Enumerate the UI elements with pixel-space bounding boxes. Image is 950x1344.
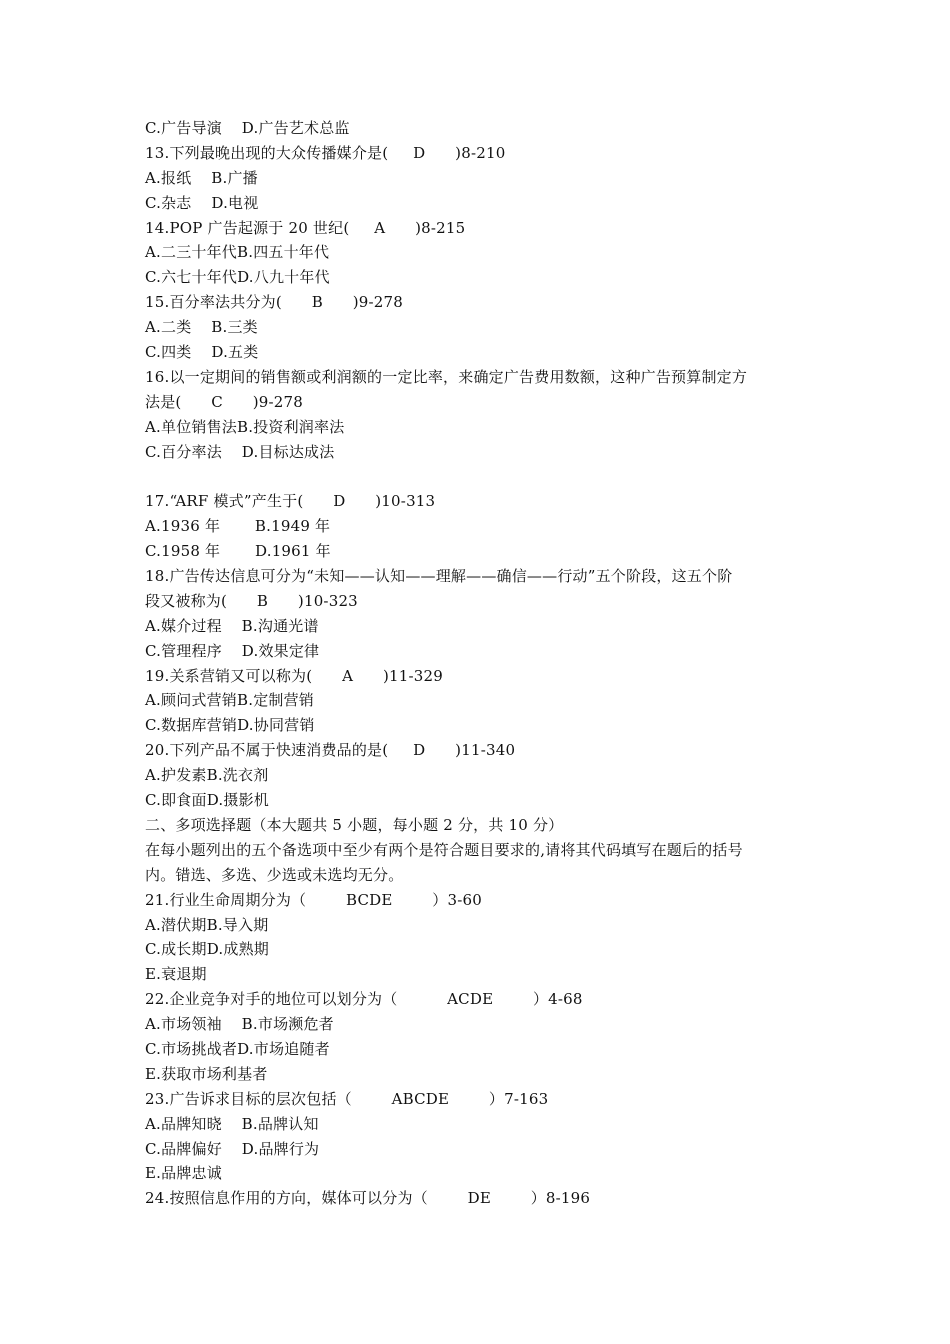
text-line: 段又被称为( B )10-323 [145, 591, 358, 610]
text-line: 14.POP 广告起源于 20 世纪( A )8-215 [145, 218, 466, 237]
text-line: E.衰退期 [145, 965, 207, 984]
text-line: 20.下列产品不属于快速消费品的是( D )11-340 [145, 741, 516, 760]
text-line: A.媒介过程 B.沟通光谱 [145, 616, 319, 635]
text-line: C.百分率法 D.目标达成法 [145, 442, 335, 461]
text-line: 法是( C )9-278 [145, 392, 304, 411]
text-line: C.管理程序 D.效果定律 [145, 641, 320, 660]
text-line: 二、多项选择题（本大题共 5 小题，每小题 2 分，共 10 分） [145, 815, 564, 834]
text-line: C.广告导演 D.广告艺术总监 [145, 119, 350, 137]
text-line: A.市场领袖 B.市场濒危者 [145, 1015, 334, 1034]
text-line: 17.“ARF 模式”产生于( D )10-313 [145, 492, 436, 511]
text-line: C.市场挑战者D.市场追随者 [145, 1039, 330, 1058]
text-line: 16.以一定期间的销售额或利润额的一定比率，来确定广告费用数额，这种广告预算制定方 [145, 367, 748, 386]
text-line: A.护发素B.洗衣剂 [145, 766, 269, 785]
text-line: E.获取市场利基者 [145, 1064, 268, 1083]
text-line: C.品牌偏好 D.品牌行为 [145, 1139, 320, 1158]
text-line: C.即食面D.摄影机 [145, 791, 269, 810]
text-line: C.四类 D.五类 [145, 343, 259, 362]
text-line: 13.下列最晚出现的大众传播媒介是( D )8-210 [145, 143, 506, 162]
text-line: 23.广告诉求目标的层次包括（ ABCDE ）7-163 [145, 1089, 549, 1108]
blank-line [145, 464, 815, 489]
text-line: A.报纸 B.广播 [145, 168, 258, 187]
text-line: C.成长期D.成熟期 [145, 940, 269, 959]
text-line: C.六七十年代D.八九十年代 [145, 268, 330, 287]
text-line: C.杂志 D.电视 [145, 193, 259, 212]
text-line: 内。错选、多选、少选或未选均无分。 [145, 865, 404, 884]
text-line: A.1936 年 B.1949 年 [145, 517, 331, 536]
text-line: A.单位销售法B.投资利润率法 [145, 417, 345, 436]
text-line: A.品牌知晓 B.品牌认知 [145, 1114, 319, 1133]
text-line: A.潜伏期B.导入期 [145, 915, 269, 934]
text-line: E.品牌忠诚 [145, 1164, 222, 1183]
text-line: 21.行业生命周期分为（ BCDE ）3-60 [145, 890, 482, 909]
text-line: A.二类 B.三类 [145, 318, 258, 337]
text-line: C.数据库营销D.协同营销 [145, 716, 315, 735]
text-line: C.1958 年 D.1961 年 [145, 542, 331, 561]
text-line: 19.关系营销又可以称为( A )11-329 [145, 666, 443, 685]
text-line: A.顾问式营销B.定制营销 [145, 691, 314, 710]
text-line: 22.企业竞争对手的地位可以划分为（ ACDE ）4-68 [145, 990, 583, 1009]
text-line: 24.按照信息作用的方向，媒体可以分为（ DE ）8-196 [145, 1189, 591, 1208]
text-line: 在每小题列出的五个备选项中至少有两个是符合题目要求的,请将其代码填写在题后的括号 [145, 840, 743, 859]
text-line: A.二三十年代B.四五十年代 [145, 243, 330, 262]
text-line: 15.百分率法共分为( B )9-278 [145, 293, 404, 312]
text-line: 18.广告传达信息可分为“未知——认知——理解——确信——行动”五个阶段，这五个阶 [145, 567, 733, 586]
document-body [145, 116, 815, 1211]
